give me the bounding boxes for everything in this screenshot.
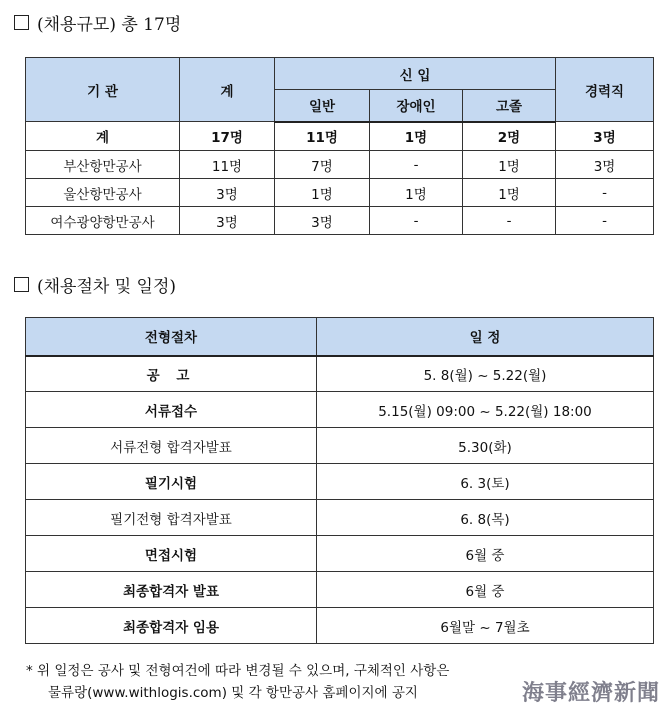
square-bullet-icon — [14, 277, 29, 292]
cell-career: - — [556, 179, 654, 207]
table-row — [26, 536, 654, 572]
table-row — [26, 179, 654, 207]
header-org: 기 관 — [26, 58, 180, 122]
header-general: 일반 — [275, 90, 370, 122]
cell-career: 3명 — [556, 151, 654, 179]
cell-highschool: - — [463, 207, 556, 235]
cell-general: 11명 — [275, 122, 370, 151]
cell-total: 3명 — [180, 179, 275, 207]
header-new: 신 입 — [275, 58, 556, 90]
footnote-line-2: 물류랑(www.withlogis.com) 및 각 항만공사 홈페이지에 공지 — [48, 685, 418, 701]
cell-org: 여수광양항만공사 — [26, 207, 180, 235]
cell-schedule: 6. 8(목) — [317, 500, 654, 536]
header-disabled: 장애인 — [370, 90, 463, 122]
header-career: 경력직 — [556, 58, 654, 122]
square-bullet-icon — [14, 15, 29, 30]
cell-general: 3명 — [275, 207, 370, 235]
cell-schedule: 6월 중 — [317, 572, 654, 608]
table-row — [26, 392, 654, 428]
table-row — [26, 500, 654, 536]
table-row — [26, 356, 654, 392]
cell-step: 면접시험 — [26, 536, 317, 572]
cell-step: 서류전형 합격자발표 — [26, 428, 317, 464]
cell-total: 17명 — [180, 122, 275, 151]
header-schedule: 일 정 — [317, 318, 654, 356]
cell-step: 공 고 — [26, 356, 317, 392]
table-row — [26, 207, 654, 235]
cell-org: 울산항만공사 — [26, 179, 180, 207]
header-highschool: 고졸 — [463, 90, 556, 122]
cell-schedule: 6. 3(토) — [317, 464, 654, 500]
cell-career: 3명 — [556, 122, 654, 151]
cell-highschool: 1명 — [463, 179, 556, 207]
cell-schedule: 5.30(화) — [317, 428, 654, 464]
section-title-text: (채용규모) 총 17명 — [37, 15, 182, 35]
cell-general: 7명 — [275, 151, 370, 179]
cell-schedule: 5. 8(월) ~ 5.22(월) — [317, 356, 654, 392]
section-title-hiring-scale — [14, 10, 181, 35]
cell-career: - — [556, 207, 654, 235]
cell-highschool: 1명 — [463, 151, 556, 179]
hiring-scale-table — [25, 57, 654, 235]
cell-step: 필기전형 합격자발표 — [26, 500, 317, 536]
cell-disabled: 1명 — [370, 122, 463, 151]
cell-schedule: 6월 중 — [317, 536, 654, 572]
cell-step: 최종합격자 발표 — [26, 572, 317, 608]
cell-disabled: 1명 — [370, 179, 463, 207]
section-title-procedure — [14, 272, 176, 297]
header-step: 전형절차 — [26, 318, 317, 356]
header-total: 계 — [180, 58, 275, 122]
cell-disabled: - — [370, 207, 463, 235]
table-row — [26, 428, 654, 464]
cell-total: 3명 — [180, 207, 275, 235]
cell-general: 1명 — [275, 179, 370, 207]
cell-org: 계 — [26, 122, 180, 151]
table-row — [26, 608, 654, 644]
cell-step: 서류접수 — [26, 392, 317, 428]
cell-total: 11명 — [180, 151, 275, 179]
section-title-text: (채용절차 및 일정) — [37, 277, 177, 297]
table-row — [26, 572, 654, 608]
footnote-line-1: * 위 일정은 공사 및 전형여건에 따라 변경될 수 있으며, 구체적인 사항은 — [26, 663, 450, 679]
procedure-schedule-table — [25, 317, 654, 644]
table-row — [26, 151, 654, 179]
table-row — [26, 464, 654, 500]
cell-step: 최종합격자 임용 — [26, 608, 317, 644]
cell-schedule: 6월말 ~ 7월초 — [317, 608, 654, 644]
cell-step: 필기시험 — [26, 464, 317, 500]
table-row-total — [26, 122, 654, 151]
cell-schedule: 5.15(월) 09:00 ~ 5.22(월) 18:00 — [317, 392, 654, 428]
cell-org: 부산항만공사 — [26, 151, 180, 179]
watermark-logo: 海事經濟新聞 — [521, 680, 660, 706]
cell-disabled: - — [370, 151, 463, 179]
cell-highschool: 2명 — [463, 122, 556, 151]
